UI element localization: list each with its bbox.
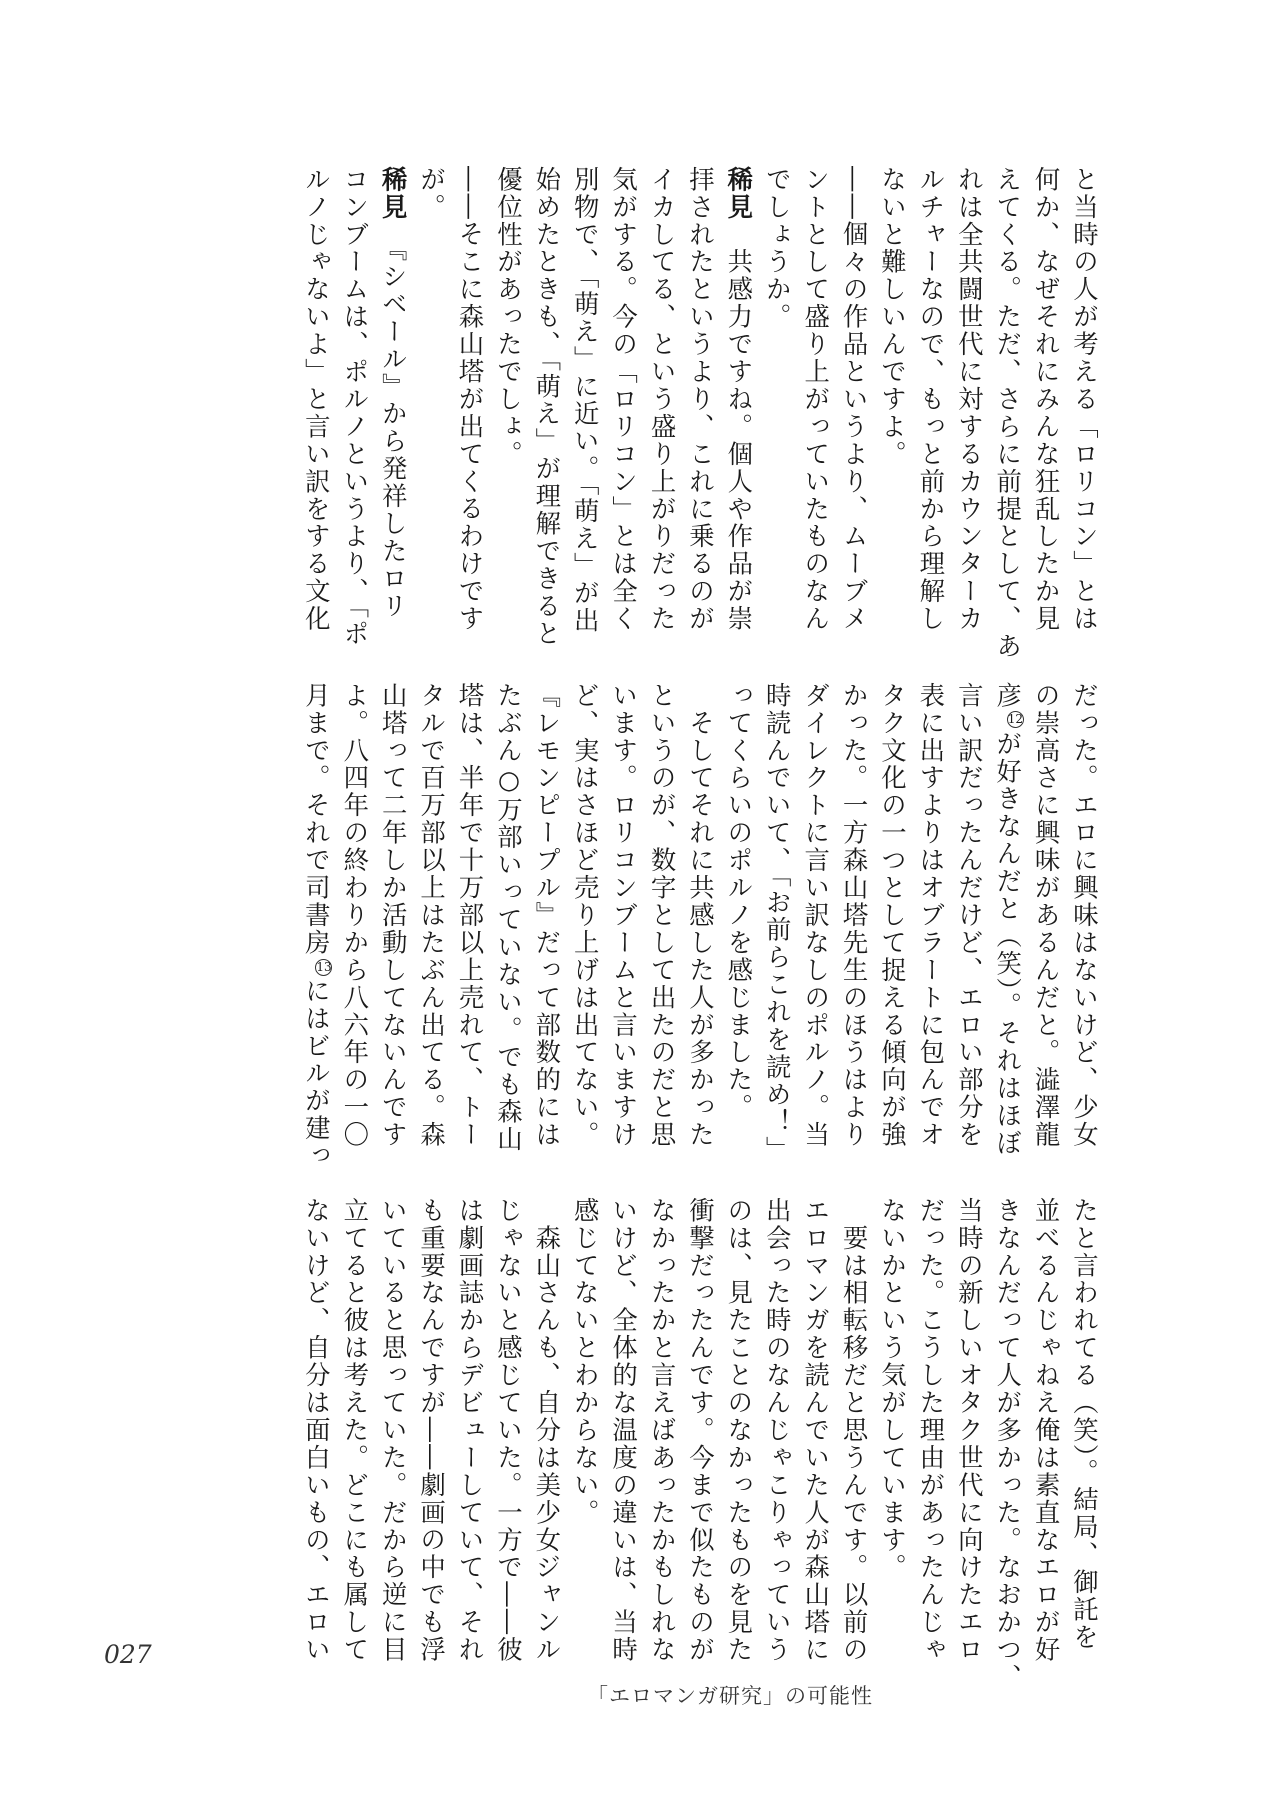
column-text: 森山さんも、自分は美少女ジャンル <box>532 1197 563 1664</box>
text-column <box>1066 1197 1104 1704</box>
column-text: は劇画誌からデビューしていて、それ <box>455 1197 486 1664</box>
column-text: タク文化の一つとして捉える傾向が強 <box>877 682 908 1149</box>
text-column <box>758 1197 796 1704</box>
column-text: のは、見たことのなかったものを見た <box>724 1197 755 1664</box>
text-column <box>1066 682 1104 1189</box>
column-text: そしてそれに共感した人が多かった <box>685 682 716 1149</box>
column-text: れは全共闘世代に対するカウンターカ <box>954 166 985 633</box>
column-text: ――個々の作品というより、ムーブメ <box>839 166 870 633</box>
text-column <box>758 166 796 673</box>
column-text: いていると思っていた。だから逆に目 <box>378 1197 409 1664</box>
text-column <box>720 1197 758 1704</box>
text-column <box>336 166 374 673</box>
text-column <box>1027 1197 1065 1704</box>
column-text: エロマンガを読んでいた人が森山塔に <box>801 1197 832 1664</box>
column-text: たと言われてる（笑）。結局、御託を <box>1070 1197 1100 1651</box>
column-text: じゃないと感じていた。一方で――彼 <box>493 1197 524 1664</box>
column-text: も重要なんですが――劇画の中でも浮 <box>417 1197 448 1664</box>
column-text: 別物で、「萌え」に近い。「萌え」が出 <box>570 166 601 635</box>
text-column <box>874 166 912 673</box>
column-text: でしょうか。 <box>762 166 793 331</box>
column-text: ないけど、自分は面白いもの、エロい <box>301 1197 332 1664</box>
text-column <box>950 682 988 1189</box>
text-column <box>912 1197 950 1704</box>
column-text: ど、実はさほど売り上げは出てない。 <box>570 682 601 1149</box>
column-text: ――そこに森山塔が出てくるわけです <box>455 166 486 633</box>
text-column <box>374 682 412 1189</box>
column-text: 何か、なぜそれにみんな狂乱したか見 <box>1031 166 1062 633</box>
text-column <box>989 166 1027 673</box>
text-column <box>451 682 489 1189</box>
text-column <box>1066 166 1104 673</box>
footnote-marker[interactable]: 12 <box>1007 712 1023 727</box>
text-column <box>989 1197 1027 1704</box>
footnote-marker[interactable]: 13 <box>316 959 332 974</box>
text-column <box>989 682 1027 1189</box>
column-text: 立てると彼は考えた。どこにも属して <box>340 1197 371 1664</box>
column-text: ントとして盛り上がっていたものなん <box>801 166 832 633</box>
text-column <box>605 1197 643 1704</box>
column-text: たぶん○万部いっていない。でも森山 <box>493 682 524 1154</box>
text-column <box>720 166 758 673</box>
column-text: 優位性があったでしょ。 <box>493 166 524 468</box>
column-text: ってくらいのポルノを感じました。 <box>724 682 755 1122</box>
column-text: よ。八四年の終わりから八六年の一〇 <box>340 682 371 1149</box>
text-column <box>682 682 720 1189</box>
text-column <box>758 682 796 1189</box>
text-tier-top <box>136 166 1104 673</box>
column-text: えてくる。ただ、さらに前提として、あ <box>993 166 1024 661</box>
text-column <box>950 1197 988 1704</box>
text-column <box>797 1197 835 1704</box>
column-text: 山塔って二年しか活動してないんです <box>378 682 409 1149</box>
text-column <box>336 1197 374 1704</box>
column-text: だった。こうした理由があったんじゃ <box>916 1197 947 1664</box>
column-text: 月まで。それで司書房 <box>301 682 332 957</box>
text-column <box>413 682 451 1189</box>
column-text: 共感力ですね。個人や作品が崇 <box>724 248 755 633</box>
text-tier-middle <box>136 682 1104 1189</box>
column-text-continued: にはビルが建っ <box>301 977 332 1170</box>
text-column <box>1027 682 1065 1189</box>
text-column <box>490 682 528 1189</box>
column-text: 言い訳だったんだけど、エロい部分を <box>954 682 985 1149</box>
text-column <box>566 166 604 673</box>
column-text: ルチャーなので、もっと前から理解し <box>916 166 947 633</box>
text-column <box>643 682 681 1189</box>
column-text: ないかという気がしています。 <box>877 1197 908 1582</box>
text-column <box>413 1197 451 1704</box>
running-head: 「エロマンガ研究」の可能性 <box>587 1684 873 1708</box>
column-text: きなんだって人が多かった。なおかつ、 <box>993 1197 1024 1692</box>
text-column <box>297 682 335 1189</box>
text-column <box>413 166 451 673</box>
text-column <box>1027 166 1065 673</box>
column-text: だった。エロに興味はないけど、少女 <box>1070 682 1100 1149</box>
column-text: と当時の人が考える「ロリコン」とは <box>1070 166 1100 633</box>
column-text: 表に出すよりはオブラートに包んでオ <box>916 682 947 1149</box>
text-column <box>835 682 873 1189</box>
column-text: 出会った時のなんじゃこりゃっていう <box>762 1197 793 1664</box>
column-text: ないと難しいんですよ。 <box>877 166 908 468</box>
column-text: イカしてる、という盛り上がりだった <box>647 166 678 633</box>
column-text: 『レモンピープル』だって部数的には <box>532 682 563 1149</box>
text-column <box>605 166 643 673</box>
page-number: 027 <box>104 1640 152 1669</box>
column-text: コンブームは、ポルノというより、「ポ <box>340 166 371 648</box>
column-text: 気がする。今の「ロリコン」とは全く <box>609 166 640 633</box>
text-column <box>797 166 835 673</box>
column-text: 並べるんじゃねえ俺は素直なエロが好 <box>1031 1197 1062 1664</box>
column-text: 感じてないとわからない。 <box>570 1197 601 1527</box>
column-text: 『シベール』から発祥したロリ <box>378 248 409 620</box>
text-column <box>643 1197 681 1704</box>
text-tier-bottom <box>136 1197 1104 1704</box>
text-column <box>835 1197 873 1704</box>
text-column <box>528 1197 566 1704</box>
text-column <box>720 682 758 1189</box>
text-column <box>490 1197 528 1704</box>
text-column <box>451 1197 489 1704</box>
speaker-name: 稀見 <box>378 166 409 221</box>
text-column <box>451 166 489 673</box>
column-text: います。ロリコンブームと言いますけ <box>609 682 640 1149</box>
column-text-continued: が好きなんだと（笑）。それはほぼ <box>993 730 1024 1157</box>
column-text: 彦 <box>993 682 1024 710</box>
column-text: 塔は、半年で十万部以上売れて、トー <box>455 682 486 1149</box>
column-text: 時読んでいて、「お前らこれを読め！」 <box>762 682 793 1164</box>
column-text: というのが、数字として出たのだと思 <box>647 682 678 1149</box>
text-column <box>682 166 720 673</box>
text-column <box>950 166 988 673</box>
column-text: タルで百万部以上はたぶん出てる。森 <box>417 682 448 1149</box>
text-column <box>297 166 335 673</box>
text-column <box>912 166 950 673</box>
column-text: 拝されたというより、これに乗るのが <box>685 166 716 633</box>
text-column <box>528 166 566 673</box>
column-text: ダイレクトに言い訳なしのポルノ。当 <box>801 682 832 1149</box>
column-text: なかったかと言えばあったかもしれな <box>647 1197 678 1664</box>
text-column <box>566 1197 604 1704</box>
text-column <box>566 682 604 1189</box>
text-column <box>374 1197 412 1704</box>
text-column <box>835 166 873 673</box>
column-text: が。 <box>417 166 448 221</box>
column-text: 衝撃だったんです。今まで似たものが <box>685 1197 716 1664</box>
text-column <box>797 682 835 1189</box>
column-text: ルノじゃないよ」と言い訳をする文化 <box>301 166 332 633</box>
text-column <box>528 682 566 1189</box>
column-text: 要は相転移だと思うんです。以前の <box>839 1197 870 1664</box>
text-column <box>912 682 950 1189</box>
text-column <box>682 1197 720 1704</box>
text-column <box>874 682 912 1189</box>
text-column <box>336 682 374 1189</box>
column-text: かった。一方森山塔先生のほうはより <box>839 682 870 1149</box>
text-column <box>490 166 528 673</box>
column-text: 当時の新しいオタク世代に向けたエロ <box>954 1197 985 1664</box>
column-text: いけど、全体的な温度の違いは、当時 <box>609 1197 640 1664</box>
column-text: の崇高さに興味があるんだと。澁澤龍 <box>1031 682 1062 1149</box>
speaker-name: 稀見 <box>724 166 755 221</box>
text-column <box>374 166 412 673</box>
text-column <box>605 682 643 1189</box>
text-column <box>297 1197 335 1704</box>
text-column <box>874 1197 912 1704</box>
column-text: 始めたときも、「萌え」が理解できると <box>532 166 563 648</box>
text-column <box>643 166 681 673</box>
